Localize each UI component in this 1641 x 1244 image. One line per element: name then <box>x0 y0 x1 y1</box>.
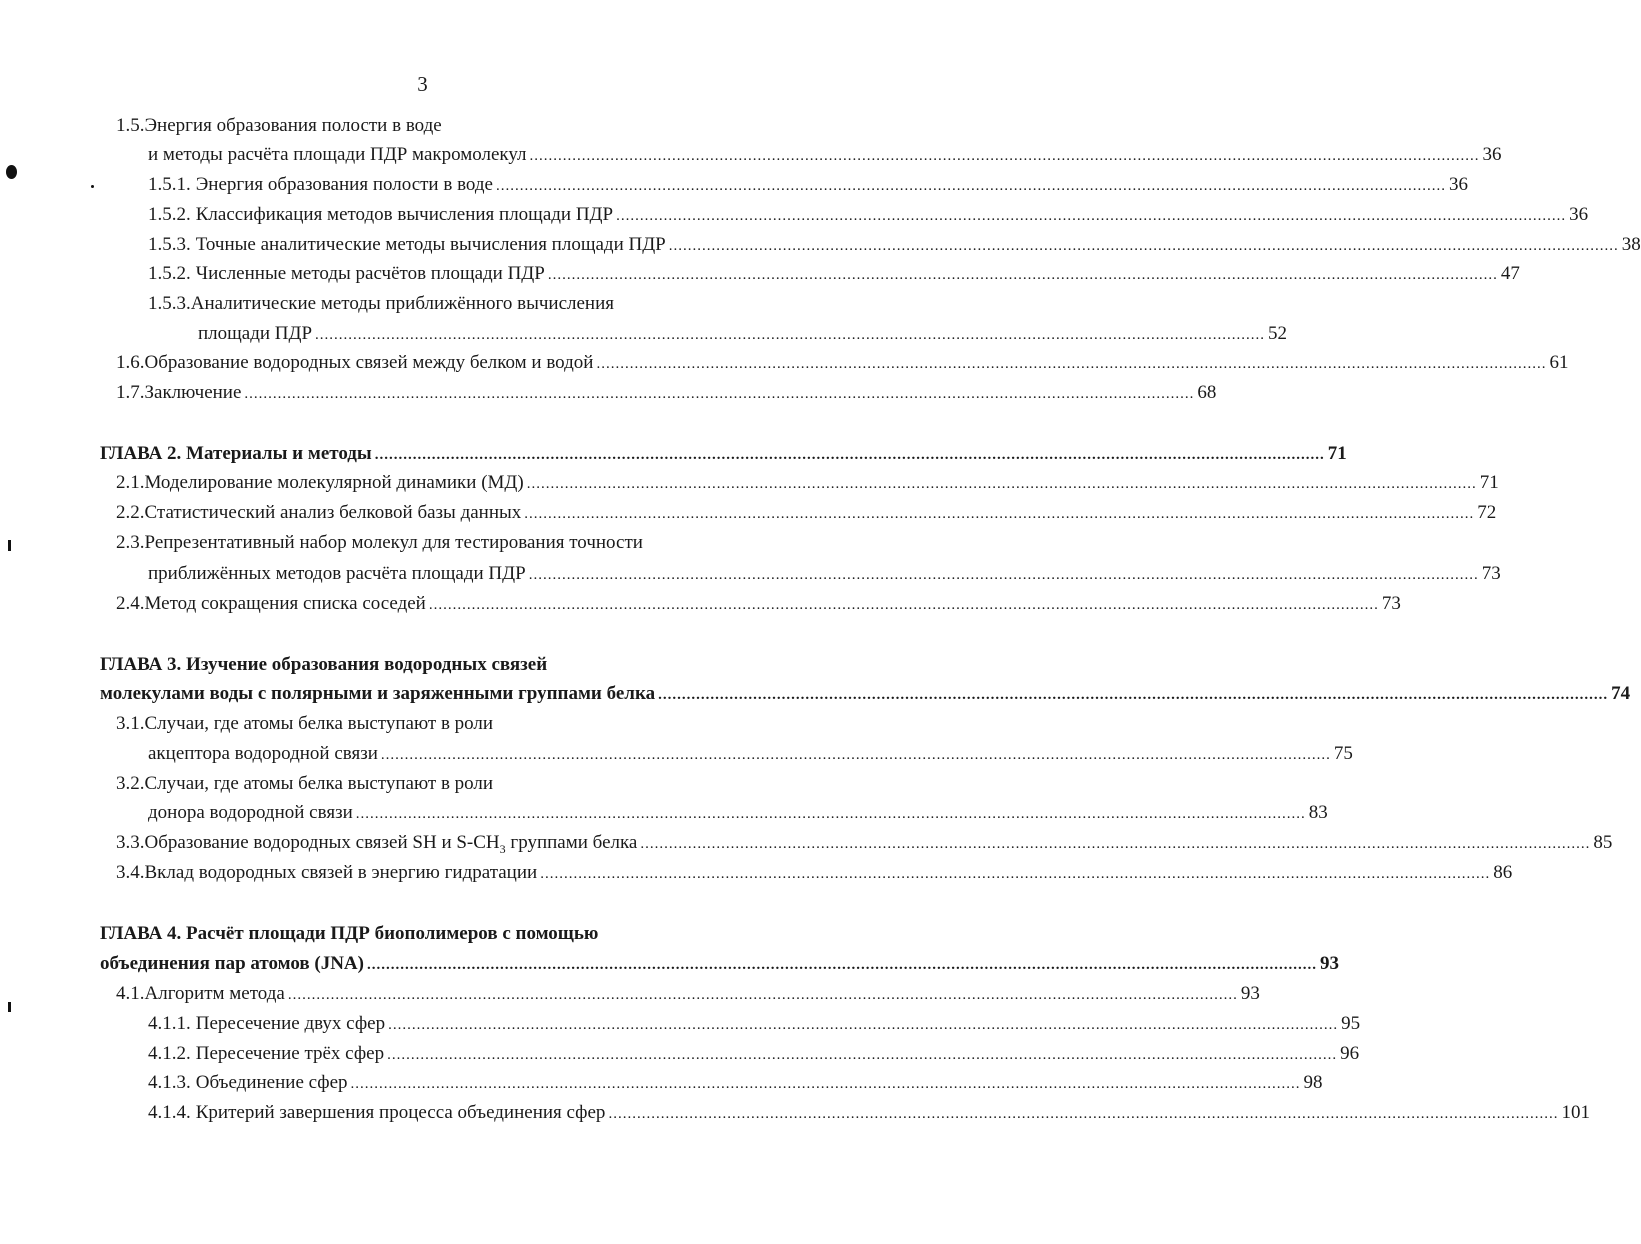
toc-number: 4.1.3. <box>148 1072 191 1093</box>
toc-entry-1-5-1 <box>148 171 1468 200</box>
toc-title: Образование водородных связей между белком и водой <box>144 352 594 373</box>
toc-title: Аналитические методы приближённого вычисления <box>190 293 615 314</box>
chapter-title: молекулами воды с полярными и заряженными группами белка <box>100 683 656 704</box>
toc-chapter-4-line2 <box>100 950 1339 979</box>
toc-title: Классификация методов вычисления площади ПДР <box>195 204 614 225</box>
dot-leader: ........................................................................................................................................................................................................ <box>287 987 1238 1003</box>
toc-page: 38 <box>1621 234 1641 255</box>
toc-number: 1.7. <box>116 382 145 403</box>
toc-page: 73 <box>1481 563 1501 584</box>
toc-title: и методы расчёта площади ПДР макромолекул <box>148 144 527 165</box>
toc-entry-1-5-line2 <box>148 141 1502 170</box>
toc-entry-2-3-line1 <box>116 529 643 557</box>
toc-page: 96 <box>1340 1043 1360 1064</box>
toc-page: 95 <box>1341 1013 1361 1034</box>
toc-title: Точные аналитические методы вычисления площади ПДР <box>195 234 666 255</box>
toc-page: 98 <box>1303 1072 1323 1093</box>
dot-leader: ........................................................................................................................................................................................................ <box>350 1076 1301 1092</box>
dot-leader: ........................................................................................................................................................................................................ <box>540 866 1491 882</box>
dot-leader: ........................................................................................................................................................................................................ <box>658 687 1609 703</box>
chapter-title: ГЛАВА 3. Изучение образования водородных связей <box>100 654 548 675</box>
toc-page: 71 <box>1479 472 1499 493</box>
toc-title: Пересечение трёх сфер <box>195 1043 385 1064</box>
toc-number: 4.1.1. <box>148 1013 191 1034</box>
dot-leader: ........................................................................................................................................................................................................ <box>547 267 1498 283</box>
toc-page: 61 <box>1549 352 1569 373</box>
chapter-title: ГЛАВА 4. Расчёт площади ПДР биополимеров с помощью <box>100 923 599 944</box>
toc-title: Пересечение двух сфер <box>195 1013 386 1034</box>
toc-entry-3-3 <box>116 829 1613 863</box>
toc-number: 1.5.2. <box>148 204 191 225</box>
dot-leader: ........................................................................................................................................................................................................ <box>596 356 1547 372</box>
toc-entry-1-5-3-approx-line1 <box>148 290 614 318</box>
dot-leader: ........................................................................................................................................................................................................ <box>529 148 1480 164</box>
toc-chapter-3-line2 <box>100 680 1631 709</box>
toc-title: Энергия образования полости в воде <box>195 174 493 195</box>
toc-title: Случаи, где атомы белка выступают в роли <box>144 773 494 794</box>
toc-page: 93 <box>1240 983 1260 1004</box>
toc-title: Метод сокращения списка соседей <box>144 593 426 614</box>
toc-page: 86 <box>1493 862 1513 883</box>
dot-leader: ........................................................................................................................................................................................................ <box>524 506 1475 522</box>
toc-number: 3.2. <box>116 773 145 794</box>
toc-title: Репрезентативный набор молекул для тестирования точности <box>144 532 643 553</box>
dot-leader: ........................................................................................................................................................................................................ <box>244 386 1195 402</box>
toc-page: 68 <box>1197 382 1217 403</box>
toc-page: 71 <box>1327 443 1347 464</box>
subscript: 3 <box>499 841 506 856</box>
toc-entry-1-5-3-approx-line2 <box>198 320 1288 349</box>
chapter-title: объединения пар атомов (JNA) <box>100 953 364 974</box>
toc-entry-3-2-line1 <box>116 770 493 798</box>
toc-entry-4-1 <box>116 980 1260 1009</box>
scan-dot-mark <box>8 540 11 551</box>
toc-title: Критерий завершения процесса объединения сфер <box>195 1102 606 1123</box>
toc-entry-4-1-2 <box>148 1040 1360 1069</box>
toc-number: 4.1. <box>116 983 145 1004</box>
toc-page: 36 <box>1482 144 1502 165</box>
dot-leader: ........................................................................................................................................................................................................ <box>380 747 1331 763</box>
dot-leader: ........................................................................................................................................................................................................ <box>366 957 1317 973</box>
toc-entry-3-2-line2 <box>148 799 1328 828</box>
chapter-title: ГЛАВА 2. Материалы и методы <box>100 443 372 464</box>
toc-entry-2-2 <box>116 499 1497 528</box>
toc-number: 1.5.2. <box>148 263 191 284</box>
dot-leader: ........................................................................................................................................................................................................ <box>528 567 1479 583</box>
dot-leader: ........................................................................................................................................................................................................ <box>388 1017 1339 1033</box>
toc-title: донора водородной связи <box>148 802 353 823</box>
toc-number: 3.3. <box>116 832 145 853</box>
toc-title: приближённых методов расчёта площади ПДР <box>148 563 526 584</box>
toc-page: 101 <box>1561 1102 1590 1123</box>
toc-chapter-2 <box>100 440 1347 469</box>
toc-entry-3-1-line2 <box>148 740 1353 769</box>
toc-chapter-3-line1 <box>100 651 547 679</box>
toc-page: 75 <box>1333 743 1353 764</box>
toc-entry-1-5-line1 <box>116 112 442 140</box>
scan-dot-mark <box>6 165 17 179</box>
toc-page: 36 <box>1569 204 1589 225</box>
toc-page: 85 <box>1593 832 1613 853</box>
dot-leader: ........................................................................................................................................................................................................ <box>526 476 1477 492</box>
toc-entry-1-5-3 <box>148 231 1641 260</box>
scan-dot-mark <box>91 185 94 188</box>
toc-page: 47 <box>1500 263 1520 284</box>
toc-entry-1-7 <box>116 379 1217 408</box>
toc-title: Заключение <box>144 382 242 403</box>
dot-leader: ........................................................................................................................................................................................................ <box>640 836 1591 852</box>
toc-entry-4-1-1 <box>148 1010 1361 1039</box>
toc-title-part: Образование водородных связей SH и S-CH <box>144 832 500 853</box>
toc-page: 73 <box>1381 593 1401 614</box>
dot-leader: ........................................................................................................................................................................................................ <box>616 208 1567 224</box>
toc-number: 3.1. <box>116 713 145 734</box>
toc-number: 1.5.3. <box>148 293 191 314</box>
toc-entry-3-4 <box>116 859 1513 888</box>
toc-page: 74 <box>1611 683 1631 704</box>
toc-number: 1.6. <box>116 352 145 373</box>
toc-entry-2-3-line2 <box>148 560 1501 589</box>
toc-page: 72 <box>1477 502 1497 523</box>
toc-title: площади ПДР <box>198 323 313 344</box>
toc-number: 2.4. <box>116 593 145 614</box>
dot-leader: ........................................................................................................................................................................................................ <box>355 806 1306 822</box>
toc-title: Численные методы расчётов площади ПДР <box>195 263 545 284</box>
toc-entry-3-1-line1 <box>116 710 493 738</box>
toc-number: 2.1. <box>116 472 145 493</box>
toc-number: 2.2. <box>116 502 145 523</box>
toc-title: Вклад водородных связей в энергию гидратации <box>144 862 538 883</box>
toc-title: Алгоритм метода <box>144 983 285 1004</box>
toc-title-part: группами белка <box>505 832 638 853</box>
scan-dot-mark <box>8 1002 11 1012</box>
toc-entry-2-4 <box>116 590 1401 619</box>
toc-page: 52 <box>1268 323 1288 344</box>
toc-number: 1.5.1. <box>148 174 191 195</box>
toc-number: 2.3. <box>116 532 145 553</box>
toc-title <box>145 829 638 863</box>
toc-number: 3.4. <box>116 862 145 883</box>
toc-title: Статистический анализ белковой базы данных <box>144 502 522 523</box>
toc-title: Моделирование молекулярной динамики (МД) <box>144 472 524 493</box>
page-number: 3 <box>417 72 428 96</box>
toc-entry-1-6 <box>116 349 1569 378</box>
toc-entry-2-1 <box>116 469 1499 498</box>
toc-number: 1.5. <box>116 115 145 136</box>
toc-title: акцептора водородной связи <box>148 743 378 764</box>
toc-number: 4.1.4. <box>148 1102 191 1123</box>
toc-entry-4-1-4 <box>148 1099 1590 1128</box>
dot-leader: ........................................................................................................................................................................................................ <box>387 1047 1338 1063</box>
toc-number: 4.1.2. <box>148 1043 191 1064</box>
toc-entry-1-5-2 <box>148 201 1589 230</box>
toc-entry-1-5-2-numeric <box>148 260 1520 289</box>
toc-page: 93 <box>1319 953 1339 974</box>
toc-title: Случаи, где атомы белка выступают в роли <box>144 713 494 734</box>
dot-leader: ........................................................................................................................................................................................................ <box>315 327 1266 343</box>
toc-title: Энергия образования полости в воде <box>144 115 442 136</box>
dot-leader: ........................................................................................................................................................................................................ <box>495 178 1446 194</box>
toc-entry-4-1-3 <box>148 1069 1323 1098</box>
toc-page: 36 <box>1448 174 1468 195</box>
dot-leader: ........................................................................................................................................................................................................ <box>374 447 1325 463</box>
toc-page: 83 <box>1308 802 1328 823</box>
toc-number: 1.5.3. <box>148 234 191 255</box>
dot-leader: ........................................................................................................................................................................................................ <box>668 238 1619 254</box>
dot-leader: ........................................................................................................................................................................................................ <box>428 597 1379 613</box>
dot-leader: ........................................................................................................................................................................................................ <box>608 1106 1559 1122</box>
toc-chapter-4-line1 <box>100 920 598 948</box>
toc-title: Объединение сфер <box>195 1072 348 1093</box>
